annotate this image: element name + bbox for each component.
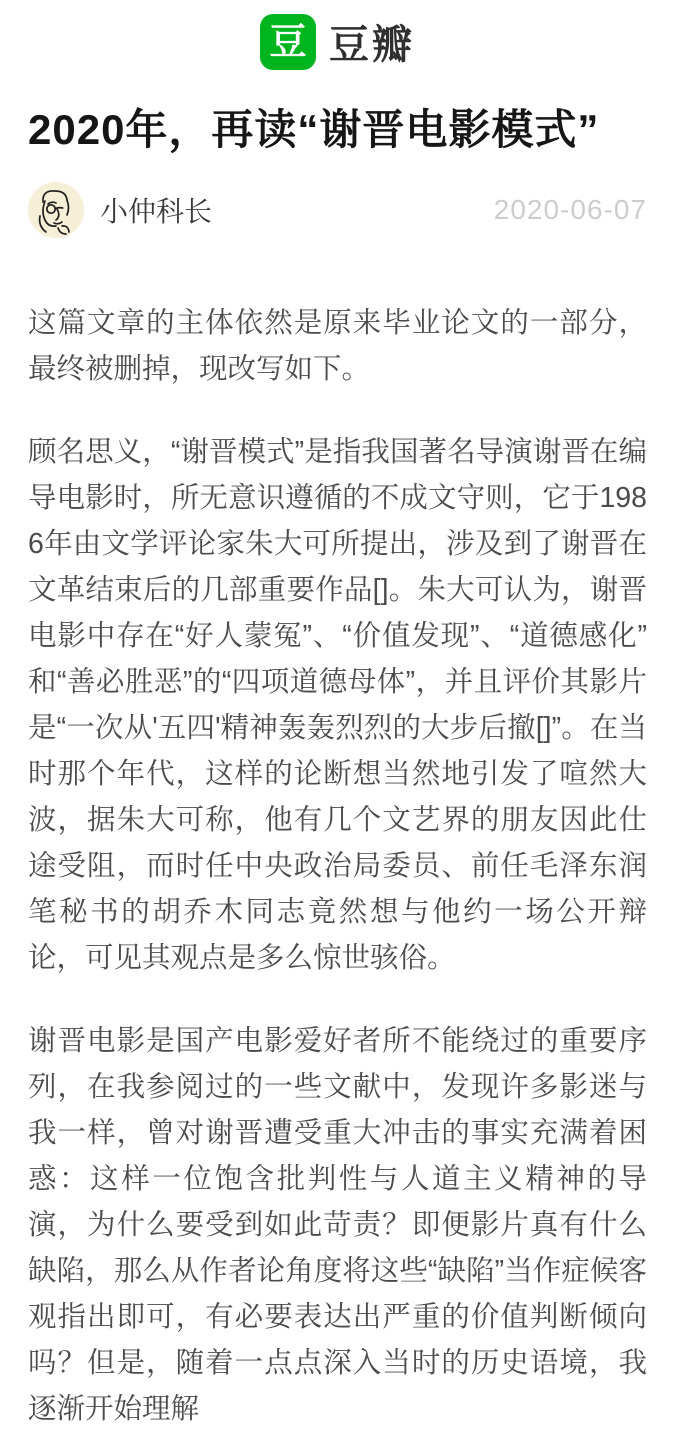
publish-date: 2020-06-07 — [493, 193, 647, 225]
paragraph: 这篇文章的主体依然是原来毕业论文的一部分，最终被删掉，现改写如下。 — [28, 306, 647, 385]
douban-logo-icon[interactable]: 豆 — [260, 14, 316, 70]
article-content — [0, 103, 675, 1432]
paragraph: 顾名思义，“谢晋模式”是指我国著名导演谢晋在编导电影时，所无意识遵循的不成文守则，它于1986年由文学评论家朱大可所提出，涉及到了谢晋在文革结束后的几部重要作品[]。朱大可认为，谢晋电影中存在“好人蒙冤”、“价值发现”、“道德感化”和“善必胜恶”的“四项道德母体”，并且评价其影片是“一次从'五四'精神轰轰烈烈的大步后撤[]”。在当时那个年代，这样的论断想当然地引发了喧然大波，据朱大可称，他有几个文艺界的朋友因此仕途受阻，而时任中央政治局委员、前任毛泽东润笔秘书的胡乔木同志竟然想与他约一场公开辩论，可见其观点是多么惊世骇俗。 — [28, 435, 647, 974]
author-row — [28, 182, 647, 238]
author-name[interactable]: 小仲科长 — [100, 195, 213, 227]
article-body — [28, 300, 647, 1432]
site-header — [0, 0, 675, 70]
paragraph: 谢晋电影是国产电影爱好者所不能绕过的重要序列，在我参阅过的一些文献中，发现许多影迷与我一样，曾对谢晋遭受重大冲击的事实充满着困惑：这样一位饱含批判性与人道主义精神的导演，为什么要受到如此苛责？即便影片真有什么缺陷，那么从作者论角度将这些“缺陷”当作症候客观指出即可，有必要表达出严重的价值判断倾向吗？但是，随着一点点深入当时的历史语境，我逐渐开始理解 — [28, 1024, 647, 1425]
author-avatar[interactable] — [28, 182, 84, 238]
avatar-doodle-face-icon — [28, 182, 84, 238]
article-title: 2020年，再读“谢晋电影模式” — [28, 106, 600, 153]
brand-wordmark[interactable]: 豆瓣 — [329, 23, 415, 67]
